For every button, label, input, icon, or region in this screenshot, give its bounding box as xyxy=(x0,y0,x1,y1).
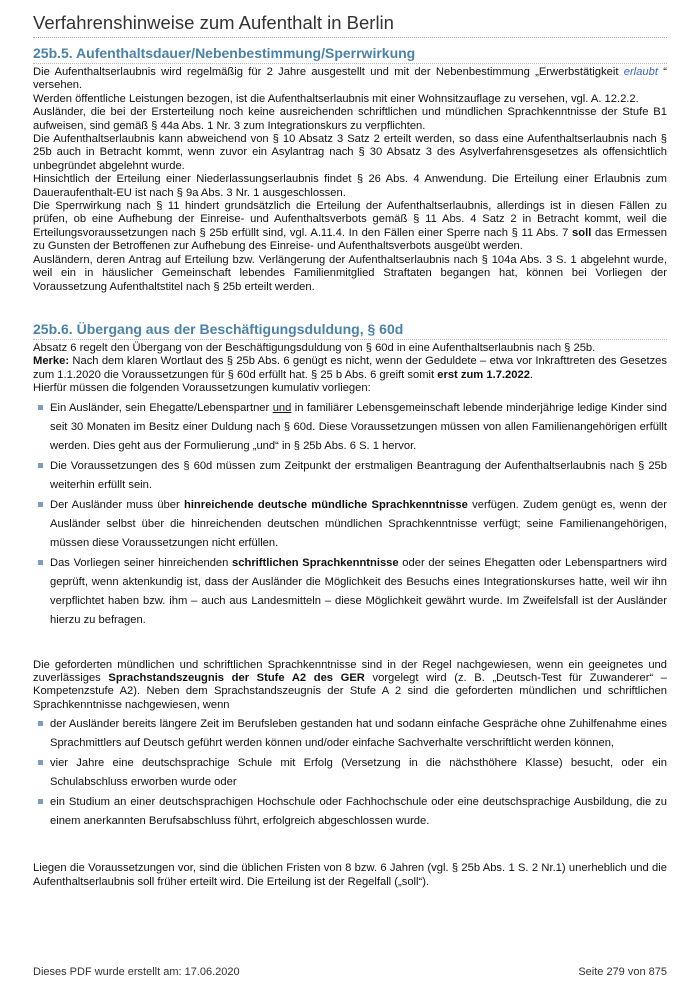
list-item: ein Studium an einer deutschsprachigen Hochschule oder Fachhochschule oder eine deutschsprachige Ausbildung, die zu einem anerkannten Berufsabschluss führt, erfolgreich abgeschlossen wurde. xyxy=(50,793,667,831)
footer-page-number: Seite 279 von 875 xyxy=(578,966,667,978)
section-divider xyxy=(33,339,667,340)
language-proof-list xyxy=(33,715,667,831)
paragraph-merke: Merke: Nach dem klaren Wortlaut des § 25b Abs. 6 genügt es nicht, wenn der Geduldete – etwa vor Inkrafttreten des Gesetzes zum 1.1.2020 die Voraussetzungen für § 60d erfüllt hat. § 25 b Abs. 6 greift somit erst zum 1.7.2022. xyxy=(33,355,667,381)
list-item: der Ausländer bereits längere Zeit im Berufsleben gestanden hat und sodann einfache Gespräche ohne Zuhilfenahme eines Sprachmittlers auf Deutsch geführt werden können und/oder einfache Sachverhalte verschriftlicht werden können, xyxy=(50,715,667,753)
paragraph-asylum-exception: Die Aufenthaltserlaubnis kann abweichend von § 10 Absatz 3 Satz 2 erteilt werden, so dass eine Aufenthaltserlaubnis nach § 25b auch in Betracht kommt, wenn zuvor ein Asylantrag nach § 30 Absatz 3 des Asylverfahrensgesetzes als offensichtlich unbegründet abgelehnt wurde. xyxy=(33,133,667,172)
section-divider xyxy=(33,63,667,64)
a2-emphasis: Sprachstandszeugnis der Stufe A2 des GER xyxy=(108,671,365,684)
section-25b6 xyxy=(33,320,667,889)
section-25b5 xyxy=(33,44,667,294)
paragraph-barring-effect: Die Sperrwirkung nach § 11 hindert grundsätzlich die Erteilung der Aufenthaltserlaubnis, allerdings ist in diesen Fällen zu prüfen, ob eine Aufhebung der Einreise- und Aufenthaltsverbots gemäß § 11 Abs. 4 Satz 2 in Betracht kommt, weil die Erteilungsvoraussetzungen nach § 25b erfüllt sind, vgl. A.11.4. In den Fällen einer Sperre nach § 11 Abs. 7 soll das Ermessen zu Gunsten der Betroffenen zur Aufhebung des Einreise- und Aufenthaltsverbots ausgeübt werden. xyxy=(33,200,667,253)
list-item: Die Voraussetzungen des § 60d müssen zum Zeitpunkt der erstmaligen Beantragung der Aufenthaltserlaubnis nach § 25b weiterhin erfüllt sein. xyxy=(50,457,667,495)
list-item: Das Vorliegen seiner hinreichenden schriftlichen Sprachkenntnisse oder der seines Ehegatten oder Lebenspartners wird geprüft, wenn aktenkundig ist, dass der Ausländer die Möglichkeit des Besuchs eines Integrationskurses hatte, weil wir ihn verpflichtet haben bzw. ihm – auch aus Landesmitteln – diese Möglichkeit gewährt wurde. Im Zweifelsfall ist der Ausländer hierzu zu befragen. xyxy=(50,554,667,630)
paragraph-integration-course: Ausländer, die bei der Ersterteilung noch keine ausreichenden schriftlichen und mündlichen Sprachkenntnisse der Stufe B1 aufweisen, sind gemäß § 44a Abs. 1 Nr. 3 zum Integrationskurs zu verpflichten. xyxy=(33,106,667,132)
section-25b5-heading: 25b.5. Aufenthaltsdauer/Nebenbestimmung/Sperrwirkung xyxy=(33,45,416,61)
paragraph-deadlines: Liegen die Voraussetzungen vor, sind die üblichen Fristen von 8 bzw. 6 Jahren (vgl. § 25b Abs. 1 S. 2 Nr.1) unerheblich und die Aufenthaltserlaubnis soll früher erteilt wird. Die Erteilung ist der Regelfall („soll“). xyxy=(33,862,667,888)
bullet-icon xyxy=(38,405,43,410)
document-page xyxy=(33,10,667,889)
merke-label: Merke: xyxy=(33,355,70,368)
requirements-list xyxy=(33,399,667,630)
paragraph-duration: Die Aufenthaltserlaubnis wird regelmäßig für 2 Jahre ausgestellt und mit der Nebenbestimmung „Erwerbstätigkeit erlaubt “ versehen. xyxy=(33,66,667,92)
paragraph-transition: Absatz 6 regelt den Übergang von der Beschäftigungsduldung von § 60d in eine Aufenthaltserlaubnis nach § 25b. xyxy=(33,341,596,354)
paragraph-104a: Ausländern, deren Antrag auf Erteilung bzw. Verlängerung der Aufenthaltserlaubnis nach § 104a Abs. 3 S. 1 abgelehnt wurde, weil ein in häuslicher Gemeinschaft lebendes Familienmitglied Straftaten begangen hat, können bei Vorliegen der Voraussetzung Aufenthaltstitel nach § 25b erteilt werden. xyxy=(33,253,667,293)
list-item: Der Ausländer muss über hinreichende deutsche mündliche Sprachkenntnisse verfügen. Zudem genügt es, wenn der Ausländer selbst über die hinreichenden deutschen mündlichen Sprachkenntnisse verfügt; seine Familienangehörigen, müssen diese Voraussetzungen nicht erfüllen. xyxy=(50,496,667,553)
title-divider xyxy=(33,37,667,38)
bullet-icon xyxy=(38,760,43,765)
paragraph-settlement-permit: Hinsichtlich der Erteilung einer Niederlassungserlaubnis findet § 26 Abs. 4 Anwendung. Die Erteilung einer Erlaubnis zum Daueraufenthalt-EU ist nach § 9a Abs. 3 Nr. 1 ausgeschlossen. xyxy=(33,173,667,199)
date-emphasis: erst zum 1.7.2022 xyxy=(437,368,530,381)
paragraph-residence-condition: Werden öffentliche Leistungen bezogen, ist die Aufenthaltserlaubnis mit einer Wohnsitzauflage zu versehen, vgl. A. 12.2.2. xyxy=(33,92,639,105)
bullet-icon xyxy=(38,799,43,804)
bullet-icon xyxy=(38,463,43,468)
erlaubt-emphasis: erlaubt xyxy=(623,66,658,78)
paragraph-language-proof: Die geforderten mündlichen und schriftlichen Sprachkenntnisse sind in der Regel nachgewiesen, wenn ein geeignetes und zuverlässiges Sprachstandszeugnis der Stufe A2 des GER vorgelegt wird (z. B. „Deutsch-Test für Zuwanderer“ – Kompetenzstufe A2). Neben dem Sprachstandszeugnis der Stufe A 2 sind die geforderten mündlichen und schriftlichen Sprachkenntnisse nachgewiesen, wenn xyxy=(33,658,667,711)
list-item: vier Jahre eine deutschsprachige Schule mit Erfolg (Versetzung in die nächsthöhere Klasse) besucht, oder ein Schulabschluss erworben wurde oder xyxy=(50,754,667,792)
document-title: Verfahrenshinweise zum Aufenthalt in Berlin xyxy=(33,12,394,33)
paragraph-requirements-intro: Hierfür müssen die folgenden Voraussetzungen kumulativ vorliegen: xyxy=(33,382,371,395)
bullet-icon xyxy=(38,721,43,726)
bullet-icon xyxy=(38,560,43,565)
bullet-icon xyxy=(38,502,43,507)
soll-emphasis: soll xyxy=(572,226,592,239)
list-item: Ein Ausländer, sein Ehegatte/Lebenspartner und in familiärer Lebensgemeinschaft lebende minderjährige ledige Kinder sind seit 30 Monaten im Besitz einer Duldung nach § 60d. Diese Voraussetzungen müssen von allen Familienangehörigen erfüllt werden. Dies geht aus der Formulierung „und“ in § 25b Abs. 6 S. 1 hervor. xyxy=(50,399,667,456)
footer-created-date: Dieses PDF wurde erstellt am: 17.06.2020 xyxy=(33,966,240,978)
section-25b6-heading: 25b.6. Übergang aus der Beschäftigungsduldung, § 60d xyxy=(33,320,404,337)
